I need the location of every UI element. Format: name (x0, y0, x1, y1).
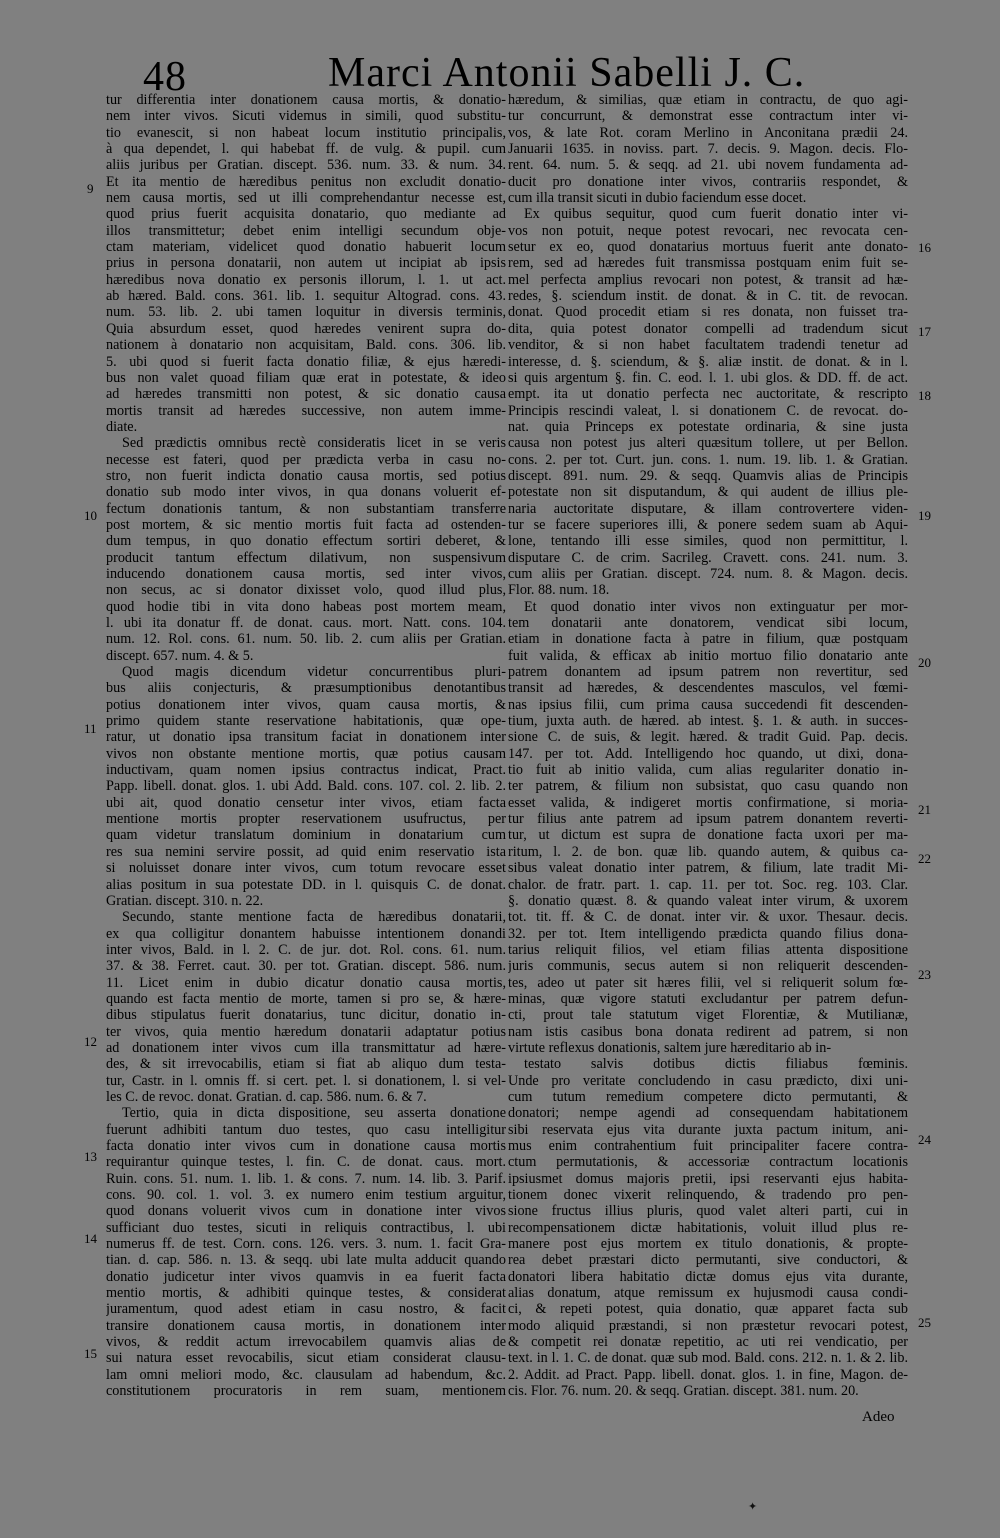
text-line: hæredum, & similias, quæ etiam in contractu, de quo agi- (508, 92, 908, 108)
text-line: alias donatum, atque remissum ex hujusmodi causa condi- (508, 1285, 908, 1302)
text-line: Januarii 1635. in noviss. part. 7. decis. 9. Magon. decis. Flo- (508, 141, 908, 158)
text-line: sione fructus illius pluris, quod valet alteri parti, cui in (508, 1203, 908, 1220)
text-line: ter vivos, quia mentio hæredum donatarii adaptatur potius (106, 1023, 506, 1040)
text-line: mortis transit ad hæredes successive, non autem imme- (106, 402, 506, 419)
text-line: ex qua colligitur donantem habuisse intentionem donandi (106, 925, 506, 942)
text-line: primo quidem stante reservatione habitationis, quæ ope- (106, 713, 506, 730)
text-line: redes, §. sciendum instit. de donat. & in C. tit. de revocan. (508, 288, 908, 305)
text-line: text. in l. 1. C. de donat. quæ sub mod. Bald. cons. 212. n. 1. & 2. lib. (508, 1350, 908, 1367)
catchword: Adeo (862, 1409, 895, 1425)
text-line: tionem donec vixerit relinquendo, & tradendo pro pen- (508, 1187, 908, 1204)
text-line: des, & sit irrevocabilis, etiam si fiat ab aliquo dum testa- (106, 1056, 506, 1073)
marginal-number: 24 (918, 1132, 931, 1147)
text-line: etiam in donatione facta à patre in filium, quæ postquam (508, 631, 908, 648)
text-line: virtute reflexus donationis, saltem jure hæreditario ab in- (508, 1039, 832, 1056)
text-line: ci, & repeti potest, quia donatio, quæ apparet facta sub (508, 1301, 908, 1318)
text-line: res sua nemini servire possit, ad quid enim reservatio ista (106, 843, 506, 860)
text-line: lone, tentando illi esse similes, quod non permittitur, l. (508, 533, 908, 550)
text-line: Et ita mentio de hæredibus penitus non excludit donatio- (106, 173, 506, 190)
text-line: ad hæredes transmitti non potest, & sic donatio causa (106, 386, 506, 403)
marginal-number: 16 (918, 240, 931, 255)
text-line: discept. 891. num. 29. & seqq. Quamvis alias de Principis (508, 467, 908, 484)
text-line: discept. 657. num. 4. & 5. (106, 647, 254, 664)
text-line: testato salvis dotibus dictis filiabus fœminis. (524, 1056, 908, 1073)
text-line: l. ubi ita donatur ff. de donat. caus. mort. Natt. cons. 104. (106, 615, 506, 631)
text-line: prius in persona donatarii, non autem ut incipiat ab ipsis (106, 255, 506, 272)
text-line: producit tantum effectum dilativum, non suspensivum (106, 549, 506, 566)
text-line: tarius reliquit filios, vel etiam filias attenta dispositione (508, 941, 908, 958)
text-line: sibus valeat donatio inter patrem, & filium, late tradit Mi- (508, 860, 908, 877)
text-line: donatori libera habitatio dictæ domus ejus vita durante, (508, 1268, 908, 1285)
text-line: cons. 2. per tot. Curt. jun. cons. 1. num. 19. lib. 1. & Gratian. (508, 451, 908, 468)
marginal-number: 12 (84, 1034, 97, 1049)
text-line: ritum, l. 2. de bon. quæ lib. quando autem, & quibus ca- (508, 843, 908, 860)
text-line: setur ex eo, quod donatarius mortuus fuerit ante donato- (508, 239, 908, 256)
marginal-number: 25 (918, 1315, 931, 1330)
text-line: tur concurrunt, & demonstrat esse contractum inter vi- (508, 108, 908, 125)
text-line: ducit pro donatione inter vivos, contrariis respondet, & (508, 173, 908, 190)
text-line: donatio judicetur inter vivos quamvis in ea fuerit facta (106, 1268, 506, 1285)
text-line: Unde pro veritate concludendo in casu prædicto, dixi uni- (508, 1072, 908, 1089)
text-line: nationem à donatario non acquisitam, Bald. cons. 306. lib. (106, 337, 506, 354)
text-line: fuerunt adhibiti tantum duo testes, quo casu intelligitur (106, 1121, 506, 1138)
text-line: donatio sub modo inter vivos, in qua donans voluerit ef- (106, 484, 506, 501)
text-line: illos transmittetur; debet enim intelligi secundum obje- (106, 222, 506, 239)
text-line: sufficiant duo testes, sicuti in reliquis contractibus, l. ubi (106, 1219, 506, 1236)
page-number: 48 (143, 54, 187, 100)
text-line: tur, ut dictum est supra de donatione facta uxori per ma- (508, 827, 908, 844)
marginal-number: 22 (918, 851, 931, 866)
text-line: Quod magis dicendum videtur concurrentibus pluri- (122, 664, 506, 681)
text-line: vos, & late Rot. coram Merlino in Anconitana prædii 24. (508, 124, 908, 141)
text-line: Principis rescindi valeat, l. si donationem C. de revocat. do- (508, 402, 908, 419)
text-line: Secundo, stante mentione facta de hæredibus donatarii, (122, 909, 506, 926)
text-line: quam videtur translatum dominium in donatarium cum (106, 827, 506, 844)
text-line: tur filius ante patrem ad ipsum patrem donantem reverti- (508, 811, 908, 828)
text-line: cis. Flor. 76. num. 20. & seqq. Gratian. discept. 381. num. 20. (508, 1383, 859, 1400)
text-line: num. 12. Rol. cons. 61. num. 50. lib. 2. cum aliis per Gratian. (106, 631, 506, 648)
text-line: sibi reservata ejus vita durante juxta pactum initum, ani- (508, 1121, 908, 1138)
text-line: ubi ait, quod donatio censetur inter vivos, etiam facta (106, 794, 506, 811)
text-line: tur differentia inter donationem causa mortis, & donatio- (106, 92, 506, 108)
marginal-number: 13 (84, 1149, 97, 1164)
text-line: necesse est fateri, quod per prædicta verba in casu no- (106, 451, 506, 468)
text-line: 5. ubi quod si fuerit facta donatio filiæ, & ejus hæredi- (106, 353, 506, 370)
text-line: disputare C. de crim. Sacrileg. Cravett. cons. 241. num. 3. (508, 549, 908, 566)
text-line: inducendo donationem causa mortis, sed inter vivos, (106, 565, 506, 582)
text-line: Et quod donatio inter vivos non extinguatur per mor- (524, 598, 908, 615)
text-line: donatori; nempe agendi ad consequendam habitationem (508, 1105, 908, 1122)
text-line: cum tutum remedium competere dicto permutanti, & (508, 1088, 908, 1105)
left-column (106, 92, 506, 1400)
text-line: empt. ita ut donatio perfecta nec auctoritate, & rescripto (508, 386, 908, 403)
text-line: recompensationem dictæ habitationis, voluit illud plus re- (508, 1219, 908, 1236)
text-line: tot. tit. ff. & C. de donat. inter vir. & uxor. Thesaur. decis. (508, 909, 908, 926)
marginal-number: 14 (84, 1231, 97, 1246)
text-line: tio evanescit, si non habeat locum institutio principalis, (106, 124, 506, 141)
text-line: tur, Castr. in l. omnis ff. si cert. pet. l. si donationem, l. si vel- (106, 1072, 506, 1089)
text-line: inductivam, quam nomen ipsius contractus indicat, Pract. (106, 762, 506, 779)
text-line: rent. 64. num. 5. & seqq. ad 21. ubi novem fundamenta ad- (508, 157, 908, 174)
text-line: sui natura esset revocabilis, sicut etiam considerat clausu- (106, 1350, 506, 1367)
text-line: transire donationem causa mortis, in donationem inter (106, 1317, 506, 1334)
text-line: 11. Licet enim in dubio dicatur donatio causa mortis, (106, 974, 506, 991)
text-line: interesse, d. §. sciendum, & §. aliæ instit. de donat. & in l. (508, 353, 908, 370)
printer-ornament: ✦ (748, 1501, 758, 1513)
text-line: fectum donationis tantum, & non substantiam transferre (106, 500, 506, 517)
text-line: tium, juxta auth. de hæred. ab intest. §. 1. & auth. in succes- (508, 713, 908, 730)
text-line: Tertio, quia in dicta dispositione, seu asserta donatione (122, 1105, 506, 1122)
text-line: ctum permutationis, & accessoriæ contractum locationis (508, 1154, 908, 1171)
text-line: constitutionem procuratoris in rem suam, mentionem (106, 1383, 506, 1400)
text-line: mus enim contrahentium fuit principaliter facere contra- (508, 1138, 908, 1154)
text-line: dita, quia potest donator compelli ad tradendum sicut (508, 320, 908, 337)
text-line: facta donatio inter vivos cum in donatione causa mortis (106, 1138, 506, 1154)
text-line: venditor, & si non habet facultatem tradendi tenetur ad (508, 337, 908, 354)
text-line: dum tempus, in quo donatio effectum sortiri deberet, & (106, 533, 506, 550)
text-line: §. donatio quæst. 8. & quando valeat inter virum, & uxorem (508, 892, 908, 909)
text-line: si noluisset donare inter vivos, cum totum revocare esset (106, 860, 506, 877)
text-line: patrem donantem ad ipsum patrem non revertitur, sed (508, 664, 908, 681)
text-line: numerus ff. de test. Corn. cons. 126. vers. 3. num. 1. facit Gra- (106, 1236, 506, 1253)
marginal-number: 9 (87, 181, 94, 196)
marginal-number: 18 (918, 388, 931, 403)
text-line: alias positum in sua potestate DD. in l. quisquis C. de donat. (106, 876, 506, 893)
text-line: Sed prædictis omnibus rectè consideratis licet in se veris (122, 435, 506, 452)
text-line: si quis argentum §. fin. C. eod. l. 1. ubi glos. & DD. ff. de act. (508, 369, 908, 386)
right-column (508, 92, 908, 1400)
text-line: nem causa mortis, sed ut illi comprehendantur necesse est, (106, 190, 506, 207)
text-line: vivos, & reddit actum irrevocabilem quamvis alias de (106, 1334, 506, 1351)
text-line: potius donationem inter vivos, quam causa mortis, & (106, 696, 506, 713)
marginal-number: 15 (84, 1346, 97, 1361)
text-line: lam omni meliori modo, &c. clausulam ad habendum, &c. (106, 1366, 506, 1383)
text-line: minas, quæ vigore statuti excludantur per patrem defun- (508, 990, 908, 1007)
text-line: nam istis casibus bona donata redirent ad patrem, si non (508, 1023, 908, 1040)
text-line: ad donationem inter vivos cum illa transmittatur ad hære- (106, 1039, 506, 1056)
text-line: Flor. 88. num. 18. (508, 582, 610, 599)
text-line: rem, sed ad hæredes fuit transmissa postquam enim fuit se- (508, 255, 908, 272)
text-line: tur se facere superiores illi, & ponere sedem suam ab Aqui- (508, 516, 908, 533)
text-line: ipsiusmet domus majoris pretii, ipsi reservanti ejus habita- (508, 1170, 908, 1187)
text-line: ctam materiam, videlicet quod donatio habuerit locum (106, 239, 506, 256)
text-line: requirantur quinque testes, l. fin. C. de donat. caus. mort. (106, 1154, 506, 1171)
text-line: post mortem, & sic mentio mortis fuit facta ad ostenden- (106, 516, 506, 533)
text-line: rea debet præstari dicto permutanti, sive conductori, & (508, 1252, 908, 1269)
text-line: manere post ejus mortem ex titulo donationis, & propte- (508, 1236, 908, 1253)
text-line: esset valida, & indigeret mortis confirmatione, si moria- (508, 794, 908, 811)
marginal-number: 21 (918, 802, 931, 817)
text-line: tem donatarii ante donatorem, vendicat sibi locum, (508, 615, 908, 631)
text-line: Ruin. cons. 51. num. 1. lib. 1. & cons. 7. num. 14. lib. 3. Parif. (106, 1170, 506, 1187)
text-line: nat. quia Princeps ex potestate ordinaria, & sine justa (508, 418, 908, 435)
text-line: quando est facta mentio de morte, tamen si pro se, & hære- (106, 990, 506, 1007)
marginal-number: 10 (84, 508, 97, 523)
marginal-number: 11 (84, 721, 97, 736)
text-line: Ex quibus sequitur, quod cum fuerit donatio inter vi- (524, 206, 908, 223)
text-line: cti, prout tale statutum viget Florentiæ, & Mutilianæ, (508, 1007, 908, 1024)
text-line: les C. de revoc. donat. Gratian. d. cap. 586. num. 6. & 7. (106, 1088, 427, 1105)
text-line: modo aliquid præstandi, si non præstetur revocari potest, (508, 1317, 908, 1334)
text-line: mentione mortis propter reservationem usufructus, per (106, 811, 506, 828)
text-line: fuit valida, & efficax ab initio mortuo filio donatario ante (508, 647, 908, 664)
text-line: ab hæred. Bald. cons. 361. lib. 1. sequitur Altograd. cons. 43. (106, 288, 506, 305)
text-line: potestate non sit disputandum, & qui audent de illius ple- (508, 484, 908, 501)
text-line: tes, adeo ut pater sit hæres filii, vel si reliquerit solum fœ- (508, 974, 908, 991)
text-line: ratur, ut donatio ipsa transitum faciat in donationem inter (106, 729, 506, 746)
text-line: tio fuit ab initio valida, cum alias regulariter donatio in- (508, 762, 908, 779)
text-line: dibus stipulatus fuerit donatarius, tunc dicitur, donatio in- (106, 1007, 506, 1024)
marginal-number: 19 (918, 508, 931, 523)
text-line: tian. d. cap. 586. n. 13. & seqq. ubi late multa adducit quando (106, 1252, 506, 1269)
text-line: cum illa transit sicuti in dubio faciendum esse docet. (508, 190, 807, 207)
text-line: cum aliis per Gratian. discept. 724. num. 8. & Magon. decis. (508, 565, 908, 582)
text-line: Papp. libell. donat. glos. 1. ubi Add. Bald. cons. 107. col. 2. lib. 2. (106, 778, 506, 795)
text-line: transit ad hæredes, & descendentes masculos, vel fœmi- (508, 680, 908, 697)
text-line: vos non potuit, neque potest revocari, nec revocata cen- (508, 222, 908, 239)
text-line: Quia absurdum esset, quod hæredes venirent supra do- (106, 320, 506, 337)
text-line: num. 53. lib. 2. ubi tamen loquitur in diversis terminis, (106, 304, 506, 321)
text-line: stro, non fuerit indicta donatio causa mortis, sed potius (106, 467, 506, 484)
text-line: mentio mortis, & adhibiti quinque testes, & considerat (106, 1285, 506, 1302)
text-line: aliis juribus per Gratian. discept. 536. num. 33. & num. 34. (106, 157, 506, 174)
marginal-number: 23 (918, 967, 931, 982)
text-line: quod hodie tibi in vita dono habeas post mortem meam, (106, 598, 506, 615)
text-line: causa non potest jus alteri quæsitum tollere, ut per Bellon. (508, 435, 908, 452)
text-line: mel perfecta amplius revocari non potest, & transit ad hæ- (508, 271, 908, 288)
text-line: ter patrem, & filium non subsistat, quo casu quando non (508, 778, 908, 795)
text-line: non secus, ac si donator dixisset volo, quod illud plus, (106, 582, 506, 599)
text-line: à qua dependet, l. qui habebat ff. de vulg. & pupil. cum (106, 141, 506, 158)
text-line: bus aliis conjecturis, & præsumptionibus denotantibus (106, 680, 506, 697)
running-title: Marci Antonii Sabelli J. C. (328, 50, 806, 96)
text-line: inter vivos, Bald. in l. 2. C. de jur. dot. Rol. cons. 61. num. (106, 941, 506, 958)
text-line: diate. (106, 418, 138, 435)
text-line: 32. per tot. Item intelligendo prædicta quando filius dona- (508, 925, 908, 942)
text-line: nas ipsius filii, cum prima causa succedendi fit descenden- (508, 696, 908, 713)
marginal-number: 20 (918, 655, 931, 670)
marginal-number: 17 (918, 324, 931, 339)
text-line: juramentum, quod adest etiam in casu nostro, & facit (106, 1301, 506, 1318)
text-line: donat. Quod procedit etiam si res donata, non fuisset tra- (508, 304, 908, 321)
text-line: chalor. de fratr. part. 1. cap. 11. per tot. Soc. reg. 103. Clar. (508, 876, 908, 893)
text-line: sione C. de suis, & legit. hæred. & tradit Guid. Pap. decis. (508, 729, 908, 746)
text-line: vivos non obstante mentione mortis, quæ potius causam (106, 745, 506, 762)
text-line: naria auctoritate disputare, & illam controvertere viden- (508, 500, 908, 517)
text-line: cons. 90. col. 1. vol. 3. ex numero enim testium arguitur, (106, 1187, 506, 1204)
text-line: & competit rei donatæ repetitio, ac uti rei vendicatio, per (508, 1334, 908, 1351)
text-line: hæredibus nova donatio ex personis illorum, l. 1. ut act. (106, 271, 506, 288)
text-line: quod donans voluerit vivos cum in donatione inter vivos (106, 1203, 506, 1220)
text-line: 147. per tot. Add. Intelligendo hoc quando, ut dixi, dona- (508, 745, 908, 762)
text-line: bus non valet quoad filiam quæ erat in potestate, & ideo (106, 369, 506, 386)
text-line: 37. & 38. Ferret. caut. 30. per tot. Gratian. discept. 586. num. (106, 958, 506, 975)
text-line: Gratian. discept. 310. n. 22. (106, 892, 264, 909)
text-line: juris communis, secus autem si non reliquerit descenden- (508, 958, 908, 975)
text-line: nem inter vivos. Sicuti videmus in simili, quod substitu- (106, 108, 506, 125)
text-line: 2. Addit. ad Pract. Papp. libell. donat. glos. 1. in fine, Magon. de- (508, 1366, 908, 1383)
text-line: quod prius fuerit acquisita donatario, quo mediante ad (106, 206, 506, 223)
